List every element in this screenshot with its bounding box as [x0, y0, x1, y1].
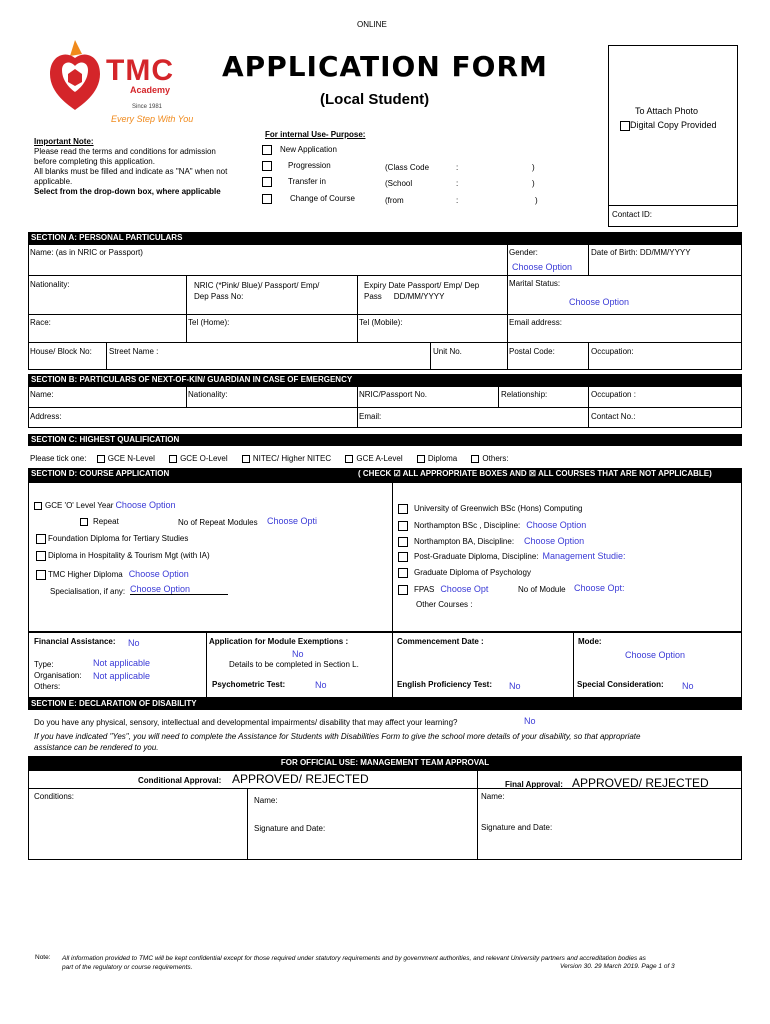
mode-select[interactable]: Choose Option [625, 650, 686, 660]
kin-nric-label: NRIC/Passport No. [359, 390, 428, 399]
footer-version: Version 30. 29 March 2019. Page 1 of 3 [560, 963, 675, 970]
conditional-approval-label: Conditional Approval: [138, 776, 222, 785]
new-app-checkbox[interactable] [262, 145, 272, 155]
signature-right-label: Signature and Date: [481, 823, 553, 832]
form-subtitle: (Local Student) [320, 91, 430, 108]
section-d-title: SECTION D: COURSE APPLICATION ( CHECK ☑ ALL APPROPRIATE BOXES AND ☒ ALL COURSES THAT ARE NOT APPLICABLE) [28, 468, 742, 482]
fpas-select[interactable]: Choose Opt [440, 584, 489, 594]
a-level-checkbox[interactable] [345, 455, 353, 463]
n-level-checkbox[interactable] [97, 455, 105, 463]
financial-assistance-select[interactable]: No [128, 638, 140, 648]
class-code-label: (Class Code [385, 163, 430, 172]
race-label: Race: [30, 318, 51, 327]
paren: ) [532, 179, 535, 188]
nationality-label: Nationality: [30, 280, 70, 289]
footer-note-label: Note: [35, 954, 51, 961]
conditional-approval-value[interactable]: APPROVED/ REJECTED [232, 772, 369, 786]
name-left-label: Name: [254, 796, 278, 805]
expiry-label: Expiry Date Passport/ Emp/ Dep Pass DD/MM/YYYY [364, 281, 480, 301]
signature-left-label: Signature and Date: [254, 824, 326, 833]
from-label: (from [385, 196, 404, 205]
english-test-select[interactable]: No [509, 681, 521, 691]
nba-label: Northampton BA, Discipline: [414, 537, 515, 546]
gdp-label: Graduate Diploma of Psychology [414, 568, 531, 578]
kin-name-label: Name: [30, 390, 54, 399]
special-consideration-label: Special Consideration: [577, 680, 664, 689]
specialisation-select[interactable]: Choose Option [130, 584, 228, 595]
higher-diploma-select[interactable]: Choose Option [128, 569, 189, 579]
logo-name: TMC [106, 54, 174, 87]
change-course-label: Change of Course [290, 194, 355, 204]
nba-select[interactable]: Choose Option [524, 536, 585, 546]
kin-address-label: Address: [30, 412, 62, 421]
internal-heading: For internal Use- Purpose: [265, 130, 366, 139]
section-a-title: SECTION A: PERSONAL PARTICULARS [28, 232, 742, 244]
photo-box [608, 45, 738, 227]
colon: : [456, 179, 459, 188]
conditions-label: Conditions: [34, 792, 75, 801]
final-approval-value[interactable]: APPROVED/ REJECTED [572, 776, 709, 790]
pg-label: Post-Graduate Diploma, Discipline: [414, 552, 539, 561]
higher-diploma-label: TMC Higher Diploma [48, 570, 123, 579]
postal-label: Postal Code: [509, 347, 555, 356]
nric-label: NRIC (*Pink/ Blue)/ Passport/ Emp/ Dep Pass No: [194, 281, 320, 301]
hospitality-checkbox[interactable] [36, 551, 46, 561]
kin-occupation-label: Occupation : [591, 390, 636, 399]
transfer-checkbox[interactable] [262, 177, 272, 187]
dob-label: Date of Birth: DD/MM/YYYY [591, 248, 691, 257]
photo-label: To Attach Photo [635, 106, 699, 116]
logo-since: Since 1981 [132, 104, 163, 110]
module-label: No of Module [518, 585, 566, 594]
repeat-label: Repeat [93, 517, 119, 526]
marital-select[interactable]: Choose Option [569, 297, 630, 307]
higher-diploma-checkbox[interactable] [36, 570, 46, 580]
o-level-checkbox[interactable] [169, 455, 177, 463]
foundation-label: Foundation Diploma for Tertiary Studies [48, 534, 189, 544]
digital-copy-checkbox[interactable] [620, 121, 630, 131]
type-select[interactable]: Not applicable [93, 658, 151, 668]
progression-checkbox[interactable] [262, 161, 272, 171]
transfer-label: Transfer in [288, 177, 326, 187]
footer-note: All information provided to TMC will be kept confidential except for those required under statutory requirements and by government authorities, and relevant University partners and accreditation bodies as part of the regulatory or course requirements. [62, 955, 646, 971]
house-label: House/ Block No: [30, 347, 92, 356]
disability-question: Do you have any physical, sensory, intellectual and developmental impairments/ disability that may affect your learning? [34, 718, 458, 727]
exemption-label: Application for Module Exemptions : [209, 637, 349, 646]
greenwich-checkbox[interactable] [398, 504, 408, 514]
gce-year-select[interactable]: Choose Option [115, 500, 176, 510]
other-courses-label: Other Courses : [416, 600, 473, 609]
psychometric-label: Psychometric Test: [212, 680, 286, 689]
nitec-checkbox[interactable] [242, 455, 250, 463]
psychometric-select[interactable]: No [315, 680, 327, 690]
nbsc-label: Northampton BSc , Discipline: [414, 521, 521, 530]
kin-nationality-label: Nationality: [188, 390, 228, 399]
greenwich-label: University of Greenwich BSc (Hons) Computing [414, 504, 583, 514]
progression-label: Progression [288, 161, 331, 171]
section-d-note: ( CHECK ☑ ALL APPROPRIATE BOXES AND ☒ ALL COURSES THAT ARE NOT APPLICABLE) [358, 469, 712, 478]
kin-contact-label: Contact No.: [591, 412, 636, 421]
kin-relationship-label: Relationship: [501, 390, 548, 399]
disability-note: If you have indicated "Yes", you will need to complete the Assistance for Students with Disabilities Form to give the school more details of your disability, so that appropriate assistance can be rendered to you. [34, 732, 641, 752]
module-select[interactable]: Choose Opt: [574, 583, 625, 593]
paren: ) [535, 196, 538, 205]
organisation-label: Organisation: [34, 671, 82, 680]
mode-label: Mode: [578, 637, 602, 646]
gender-label: Gender: [509, 248, 538, 257]
repeat-checkbox[interactable] [80, 518, 88, 526]
gdp-checkbox[interactable] [398, 568, 408, 578]
nba-checkbox[interactable] [398, 537, 408, 547]
email-label: Email address: [509, 318, 562, 327]
online-label: ONLINE [357, 20, 387, 29]
commencement-label: Commencement Date : [397, 637, 484, 646]
logo-emblem-icon [40, 36, 110, 116]
colon: : [456, 196, 459, 205]
logo-sub: Academy [130, 85, 171, 95]
paren: ) [532, 163, 535, 172]
school-label: (School [385, 179, 413, 188]
diploma-checkbox[interactable] [417, 455, 425, 463]
contact-id-label: Contact ID: [612, 210, 653, 219]
foundation-checkbox[interactable] [36, 534, 46, 544]
nbsc-select[interactable]: Choose Option [526, 520, 587, 530]
street-label: Street Name : [109, 347, 159, 356]
tel-home-label: Tel (Home): [188, 318, 230, 327]
organisation-select[interactable]: Not applicable [93, 671, 151, 681]
specialisation-label: Specialisation, if any: [50, 587, 126, 596]
section-c-title: SECTION C: HIGHEST QUALIFICATION [28, 434, 742, 446]
gce-checkbox[interactable] [34, 502, 42, 510]
gce-label: GCE 'O' Level Year [45, 501, 114, 510]
repeat-modules-label: No of Repeat Modules [178, 518, 258, 527]
fpas-checkbox[interactable] [398, 585, 408, 595]
name-label: Name: (as in NRIC or Passport) [30, 248, 143, 257]
gender-select[interactable]: Choose Option [512, 262, 573, 272]
section-b-title: SECTION B: PARTICULARS OF NEXT-OF-KIN/ GUARDIAN IN CASE OF EMERGENCY [28, 374, 742, 386]
section-e-title: SECTION E: DECLARATION OF DISABILITY [28, 698, 742, 710]
repeat-modules-select[interactable]: Choose Opti [267, 516, 318, 526]
official-title: FOR OFFICIAL USE: MANAGEMENT TEAM APPROVAL [28, 756, 742, 770]
others-checkbox[interactable] [471, 455, 479, 463]
others-label: Others: [34, 682, 61, 691]
qualification-row: Please tick one: GCE N-Level GCE O-Level NITEC/ Higher NITEC GCE A-Level Diploma Others: [30, 454, 509, 463]
special-consideration-select[interactable]: No [682, 681, 694, 691]
important-note: Important Note: Please read the terms and conditions for admission before completing this application. All blanks must be filled and indicate as "NA" when not applicable. Select from the drop-down box, where applicable [34, 137, 228, 196]
fpas-label: FPAS [414, 585, 435, 594]
colon: : [456, 163, 459, 172]
new-app-label: New Application [280, 145, 337, 155]
nbsc-checkbox[interactable] [398, 521, 408, 531]
tel-mobile-label: Tel (Mobile): [359, 318, 403, 327]
english-test-label: English Proficiency Test: [397, 680, 492, 689]
exemption-select[interactable]: No [292, 649, 304, 659]
disability-select[interactable]: No [524, 716, 536, 726]
logo-tagline: Every Step With You [111, 114, 194, 124]
tmc-logo [40, 36, 200, 124]
form-title: APPLICATION FORM [222, 50, 548, 83]
financial-assistance-label: Financial Assistance: [34, 637, 116, 646]
hospitality-label: Diploma in Hospitality & Tourism Mgt (with IA) [48, 551, 210, 561]
occupation-label: Occupation: [591, 347, 634, 356]
pg-select[interactable]: Management Studie: [542, 551, 626, 561]
marital-label: Marital Status: [509, 279, 561, 288]
kin-email-label: Email: [359, 412, 382, 421]
unit-label: Unit No. [433, 347, 462, 356]
final-approval-label: Final Approval: [505, 780, 563, 789]
pg-checkbox[interactable] [398, 552, 408, 562]
name-right-label: Name: [481, 792, 505, 801]
change-course-checkbox[interactable] [262, 194, 272, 204]
type-label: Type: [34, 660, 54, 669]
digital-copy-label: Digital Copy Provided [630, 120, 717, 130]
exemption-note: Details to be completed in Section L. [229, 660, 359, 669]
